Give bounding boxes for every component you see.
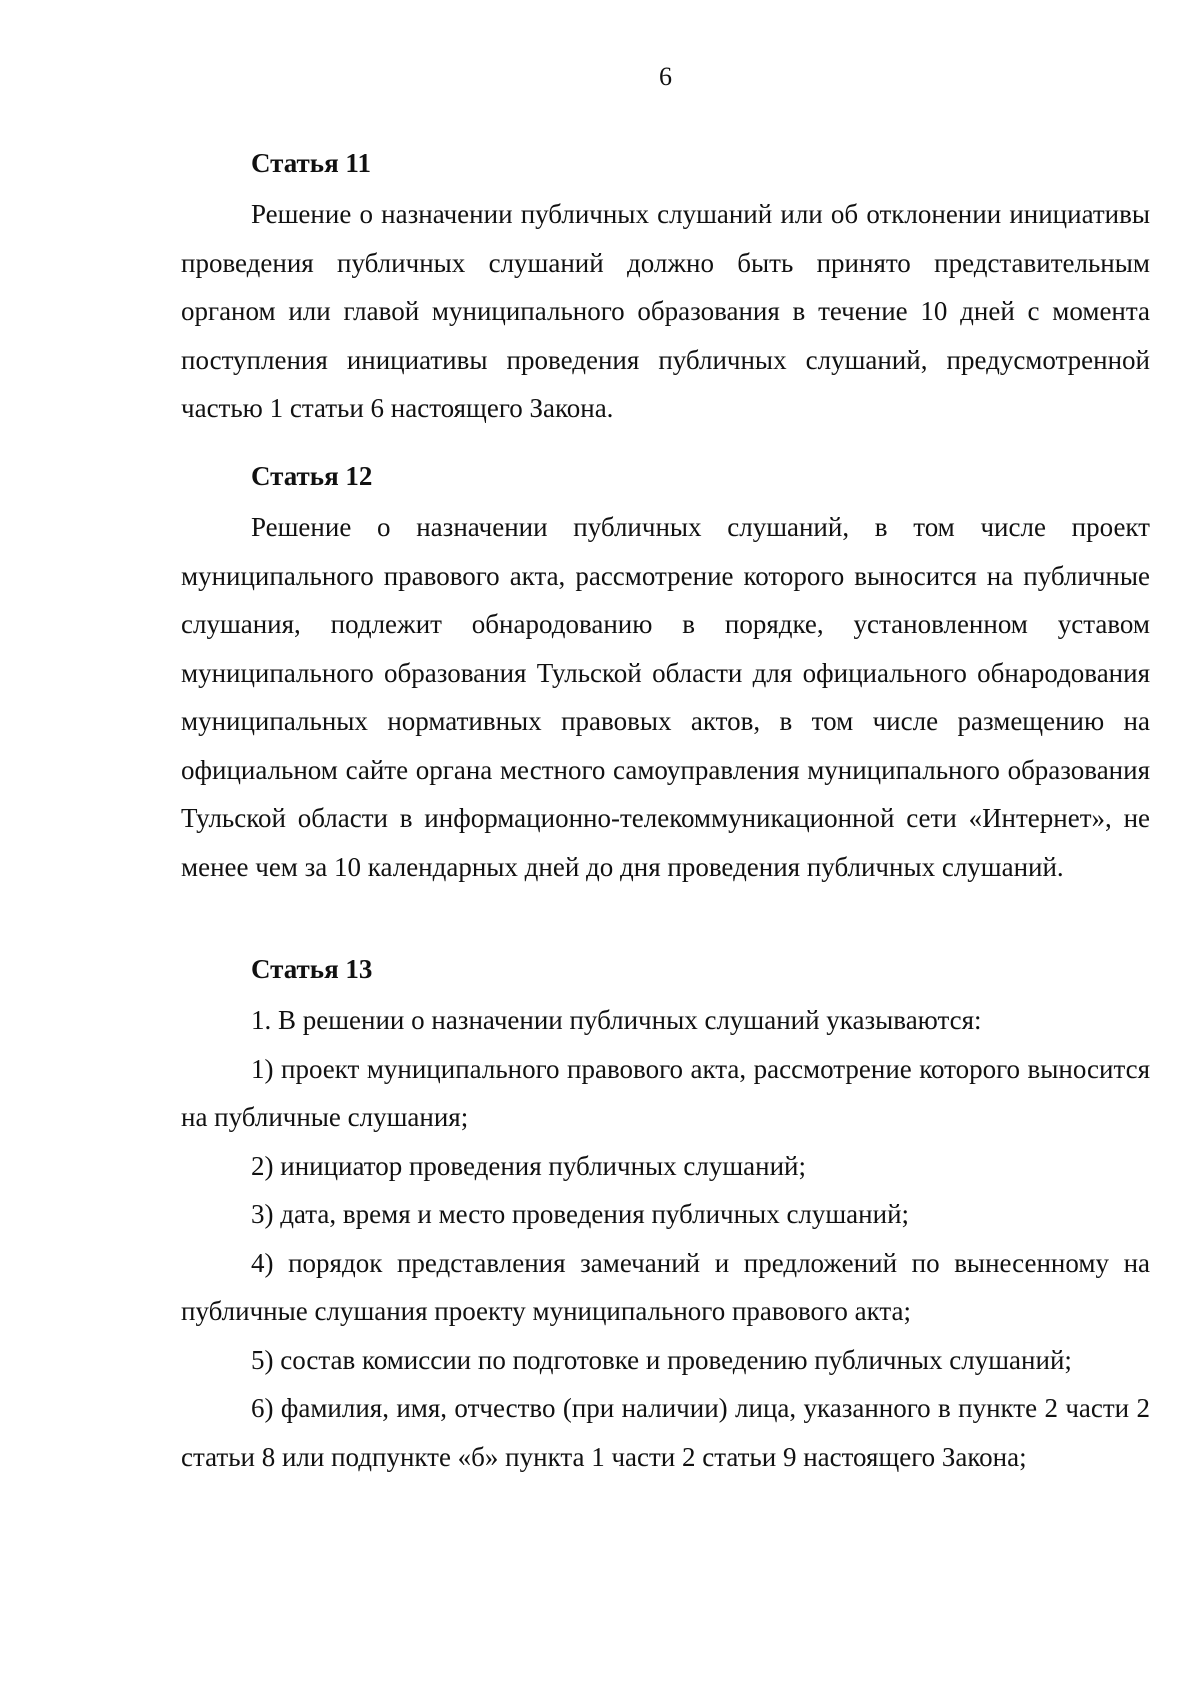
article-heading: Статья 13 [251,954,373,984]
list-item: 5) состав комиссии по подготовке и проведению публичных слушаний; [251,1344,1072,1375]
article-11 [181,148,1150,433]
article-heading: Статья 12 [251,461,373,491]
article-13 [181,954,1150,1481]
list-item: 2) инициатор проведения публичных слушаний; [251,1150,807,1181]
list-item: 6) фамилия, имя, отчество (при наличии) лица, указанного в пункте 2 части 2 статьи 8 или подпункте «б» пункта 1 части 2 статьи 9 настоящего Закона; [181,1393,1150,1472]
list-item: 4) порядок представления замечаний и предложений по вынесенному на публичные слушания проекту муниципального правового акта; [181,1247,1150,1326]
article-paragraph: Решение о назначении публичных слушаний или об отклонении инициативы проведения публичных слушаний должно быть принято представительным органом или главой муниципального образования в течение 10 дней с момента поступления инициативы проведения публичных слушаний, предусмотренной частью 1 статьи 6 настоящего Закона. [181,199,1150,423]
article-paragraph: Решение о назначении публичных слушаний, в том числе проект муниципального правового акта, рассмотрение которого выносится на публичные слушания, подлежит обнародованию в порядке, установленном уставом муниципального образования Тульской области для официального обнародования муниципальных нормативных правовых актов, в том числе размещению на официальном сайте органа местного самоуправления муниципального образования Тульской области в информационно-телекоммуникационной сети «Интернет», не менее чем за 10 календарных дней до дня проведения публичных слушаний. [181,512,1150,882]
article-intro: 1. В решении о назначении публичных слушаний указываются: [251,1005,982,1035]
article-12 [181,461,1150,891]
page-number: 6 [659,62,672,91]
article-heading: Статья 11 [251,148,371,178]
list-item: 3) дата, время и место проведения публичных слушаний; [251,1199,910,1229]
list-item: 1) проект муниципального правового акта, рассмотрение которого выносится на публичные слушания; [181,1053,1150,1132]
